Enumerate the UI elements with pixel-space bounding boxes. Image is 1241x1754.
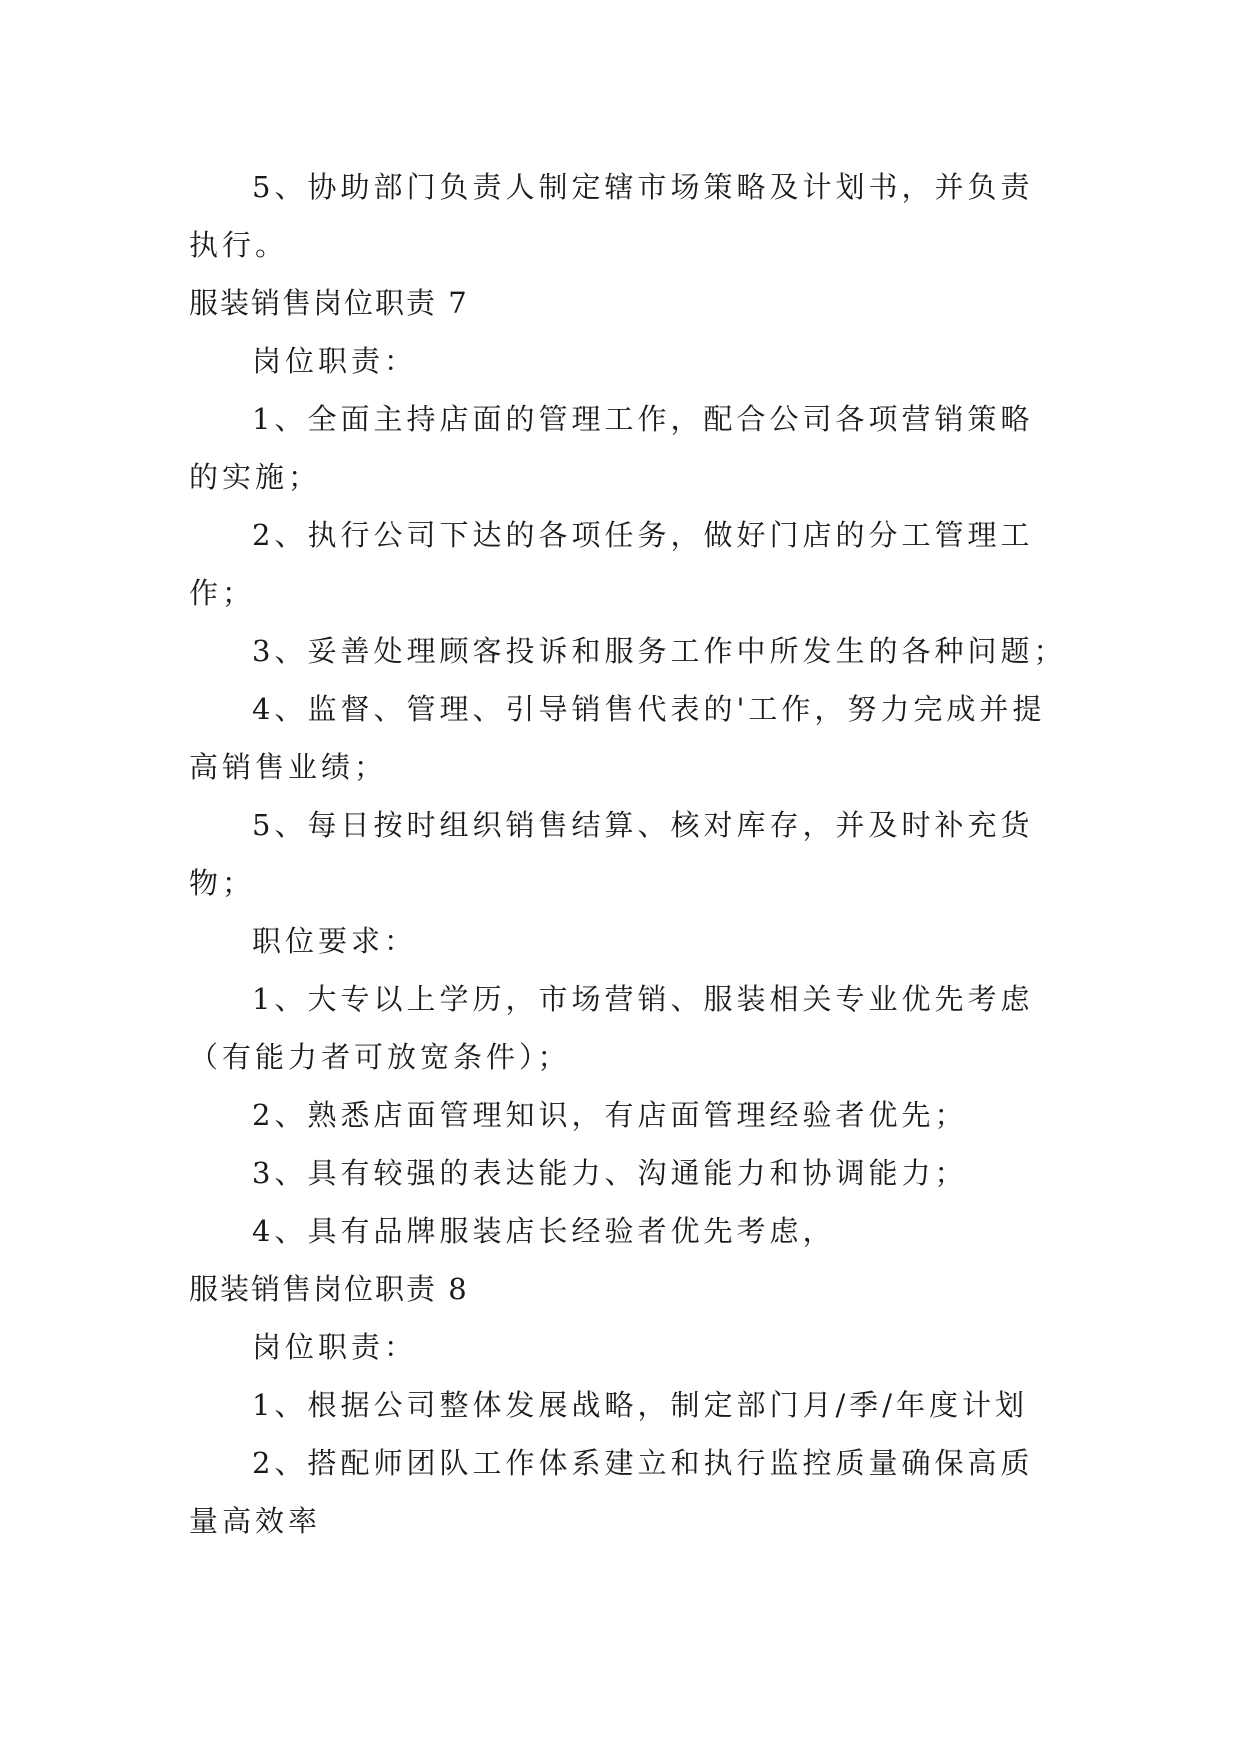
paragraph-line: 1、根据公司整体发展战略，制定部门月/季/年度计划 (252, 1388, 1028, 1422)
paragraph-line: 高销售业绩； (189, 750, 388, 784)
paragraph-line: 2、熟悉店面管理知识，有店面管理经验者优先； (252, 1098, 968, 1132)
paragraph-line: 的实施； (189, 460, 322, 494)
paragraph-line: 3、妥善处理顾客投诉和服务工作中所发生的各种问题； (252, 634, 1067, 668)
paragraph-line: 作； (189, 576, 256, 610)
paragraph-line: 4、监督、管理、引导销售代表的'工作，努力完成并提 (252, 692, 1046, 726)
paragraph-line: 1、全面主持店面的管理工作，配合公司各项营销策略 (252, 402, 1034, 436)
paragraph-line: 2、搭配师团队工作体系建立和执行监控质量确保高质 (252, 1446, 1034, 1480)
paragraph-line: 5、每日按时组织销售结算、核对库存，并及时补充货 (252, 808, 1034, 842)
paragraph-line: 物； (189, 866, 256, 900)
section-heading: 服装销售岗位职责 8 (189, 1272, 469, 1306)
paragraph-line: 执行。 (189, 228, 289, 262)
document-body (189, 158, 1069, 1550)
subsection-label: 职位要求： (252, 924, 418, 958)
paragraph-line: 3、具有较强的表达能力、沟通能力和协调能力； (252, 1156, 968, 1190)
paragraph-line: 1、大专以上学历，市场营销、服装相关专业优先考虑 (252, 982, 1034, 1016)
paragraph-line: 4、具有品牌服装店长经验者优先考虑， (252, 1214, 836, 1248)
subsection-label: 岗位职责： (252, 344, 418, 378)
paragraph-line: （有能力者可放宽条件）； (189, 1040, 571, 1074)
paragraph-line: 5、协助部门负责人制定辖市场策略及计划书，并负责 (252, 170, 1034, 204)
paragraph-line: 2、执行公司下达的各项任务，做好门店的分工管理工 (252, 518, 1034, 552)
paragraph-line: 量高效率 (189, 1504, 322, 1538)
section-heading: 服装销售岗位职责 7 (189, 286, 469, 320)
subsection-label: 岗位职责： (252, 1330, 418, 1364)
